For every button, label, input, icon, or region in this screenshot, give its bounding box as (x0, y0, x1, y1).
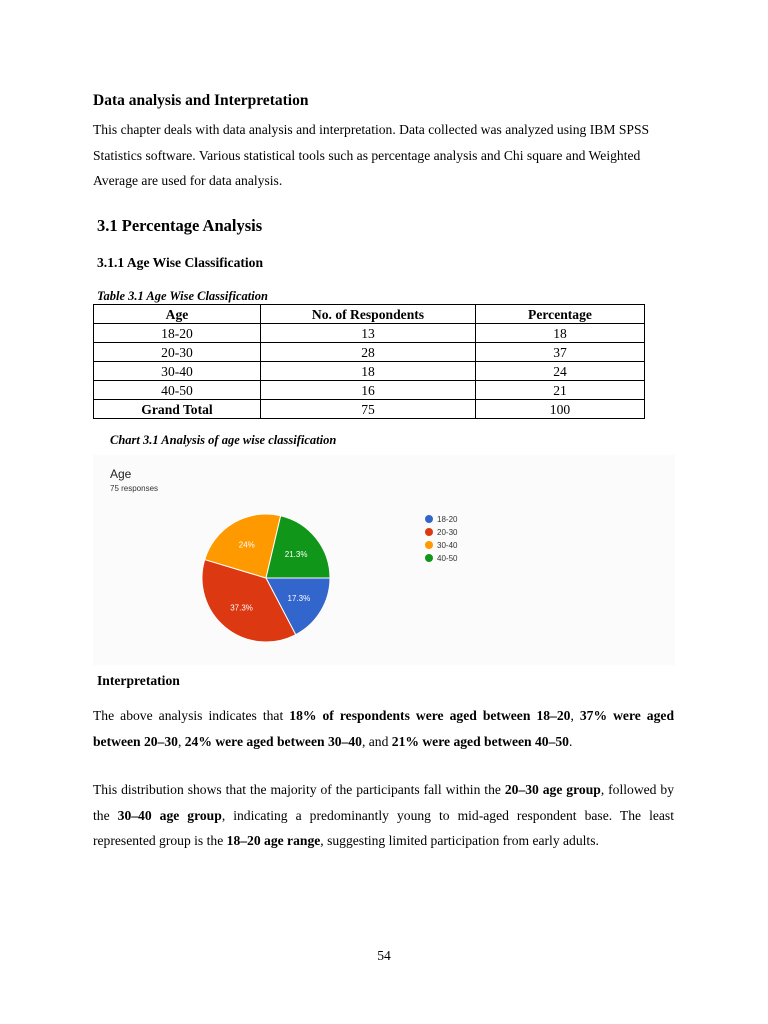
interpretation-paragraph-1 (93, 703, 674, 754)
table-row (94, 362, 645, 381)
table-cell: 13 (261, 324, 476, 343)
table-header-cell: Percentage (476, 305, 645, 324)
table-total-row (94, 400, 645, 419)
table-cell: 18 (476, 324, 645, 343)
legend-swatch (425, 515, 433, 523)
legend-swatch (425, 541, 433, 549)
table-cell: 21 (476, 381, 645, 400)
chart-caption: Chart 3.1 Analysis of age wise classification (110, 433, 337, 447)
text-run: This distribution shows that the majority of the participants fall within the (93, 782, 505, 797)
page-number: 54 (377, 948, 391, 963)
table-cell: 20-30 (94, 343, 261, 362)
interpretation-paragraph-2 (93, 777, 674, 854)
text-run: , suggesting limited participation from early adults. (320, 833, 599, 848)
text-run: 18–20 age range (226, 833, 321, 848)
table-header-cell: Age (94, 305, 261, 324)
legend-label: 30-40 (437, 541, 458, 550)
table-cell: 75 (261, 400, 476, 419)
text-run: , and (361, 733, 392, 749)
legend-label: 18-20 (437, 515, 458, 524)
table-cell: 18-20 (94, 324, 261, 343)
table-header-cell: No. of Respondents (261, 305, 476, 324)
pie-slice-label: 21.3% (284, 550, 308, 560)
table-cell: 40-50 (94, 381, 261, 400)
legend-label: 20-30 (437, 528, 458, 537)
text-run: 37% were aged between 20–30 (93, 708, 674, 749)
subsection-heading: 3.1.1 Age Wise Classification (97, 255, 264, 270)
chart-subtitle: 75 responses (110, 484, 159, 493)
chart-title: Age (110, 467, 132, 481)
intro-paragraph: This chapter deals with data analysis and interpretation. Data collected was analyzed using IBM SPSS Statistics software. Various statistical tools such as percentage analysis and Chi square and Weighted Average are used for data analysis. (93, 122, 650, 188)
text-run: , indicating a predominantly young to mid-aged respondent base. The least represented group is the (93, 807, 674, 848)
table-row (94, 343, 645, 362)
age-table (93, 304, 645, 419)
text-run: , followed by the (93, 782, 674, 823)
table-cell: 24 (476, 362, 645, 381)
table-cell: 18 (261, 362, 476, 381)
table-caption: Table 3.1 Age Wise Classification (97, 289, 268, 303)
text-run: 21% were aged between 40–50 (391, 733, 569, 749)
pie-slice-label: 24% (238, 540, 255, 550)
text-run: , (570, 708, 580, 723)
pie-chart (93, 455, 675, 665)
legend-swatch (425, 554, 433, 562)
table-cell: 37 (476, 343, 645, 362)
section-heading: 3.1 Percentage Analysis (97, 216, 263, 235)
text-run: 24% were aged between 30–40 (184, 733, 362, 749)
table-cell: 28 (261, 343, 476, 362)
table-cell: 100 (476, 400, 645, 419)
pie-chart-panel (93, 455, 675, 665)
text-run: , (177, 733, 185, 749)
text-run: . (568, 733, 573, 749)
pie-slice-label: 17.3% (287, 593, 311, 603)
legend-label: 40-50 (437, 554, 458, 563)
chapter-heading: Data analysis and Interpretation (93, 92, 309, 109)
table-row (94, 324, 645, 343)
legend-swatch (425, 528, 433, 536)
table-row (94, 381, 645, 400)
table-cell: 16 (261, 381, 476, 400)
table-cell: Grand Total (94, 400, 261, 419)
table-cell: 30-40 (94, 362, 261, 381)
text-run: 30–40 age group (117, 807, 222, 823)
text-run: The above analysis indicates that (93, 708, 290, 723)
table-header-row (94, 305, 645, 324)
text-run: 20–30 age group (504, 782, 601, 797)
interpretation-heading: Interpretation (97, 673, 180, 688)
pie-slice-label: 37.3% (230, 603, 253, 613)
text-run: 18% of respondents were aged between 18–20 (289, 708, 571, 723)
